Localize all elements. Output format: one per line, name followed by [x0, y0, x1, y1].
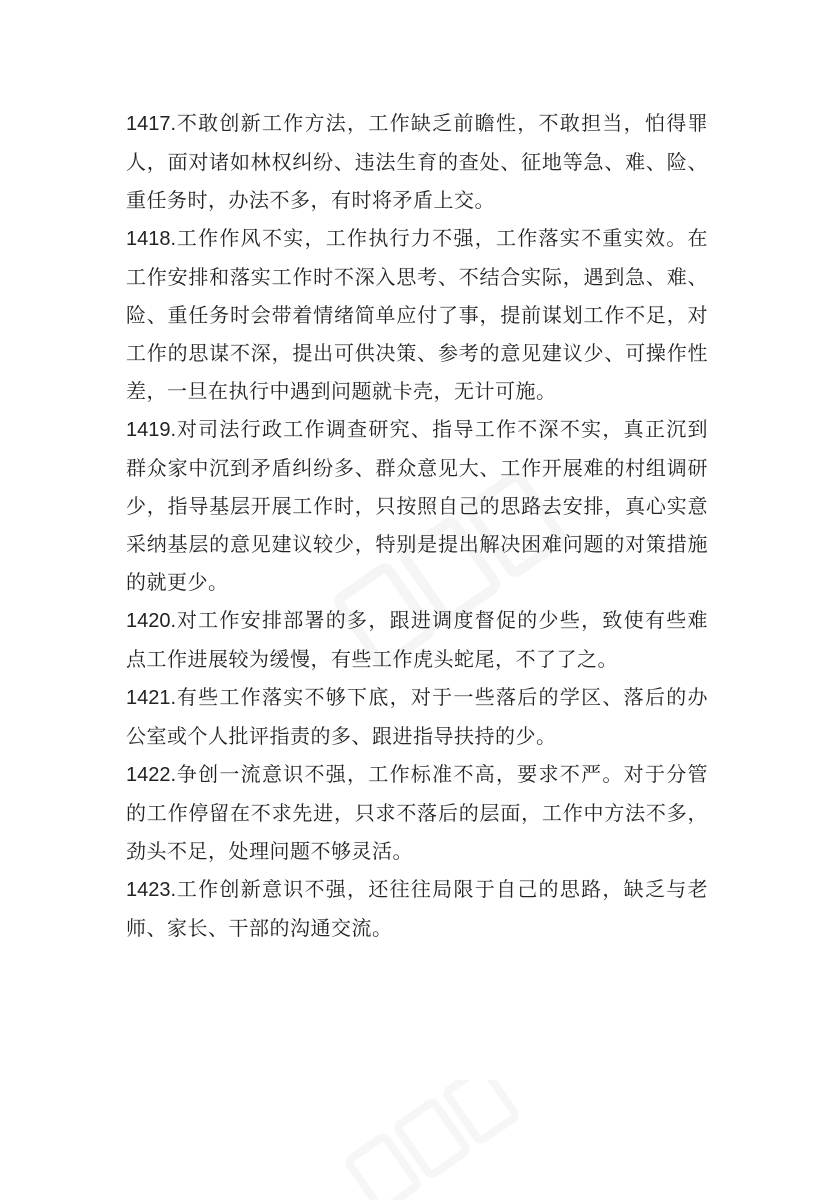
paragraph-number: 1420. [126, 610, 177, 632]
paragraph-1418 [126, 219, 708, 410]
paragraph-1422 [126, 755, 708, 870]
paragraph-text: 对司法行政工作调查研究、指导工作不深不实，真正沉到群众家中沉到矛盾纠纷多、群众意见大、工作开展难的村组调研少，指导基层开展工作时，只按照自己的思路去安排，真心实意采纳基层的意见建议较少，特别是提出解决困难问题的对策措施的就更少。 [126, 417, 708, 594]
paragraph-text: 对工作安排部署的多，跟进调度督促的少些，致使有些难点工作进展较为缓慢，有些工作虎头蛇尾，不了了之。 [126, 608, 708, 671]
paragraph-text: 不敢创新工作方法，工作缺乏前瞻性，不敢担当，怕得罪人，面对诸如林权纠纷、违法生育的查处、征地等急、难、险、重任务时，办法不多，有时将矛盾上交。 [126, 111, 708, 212]
paragraph-1419 [126, 410, 708, 601]
paragraph-number: 1417. [126, 113, 177, 135]
paragraph-1420 [126, 601, 708, 678]
paragraph-text: 争创一流意识不强，工作标准不高，要求不严。对于分管的工作停留在不求先进，只求不落后的层面，工作中方法不多，劲头不足，处理问题不够灵活。 [126, 762, 708, 863]
paragraph-1423 [126, 870, 708, 947]
paragraph-number: 1418. [126, 228, 177, 250]
paragraph-1417 [126, 104, 708, 219]
watermark-bottom-icon [330, 1080, 530, 1200]
document-body [126, 104, 708, 947]
paragraph-text: 工作作风不实，工作执行力不强，工作落实不重实效。在工作安排和落实工作时不深入思考、不结合实际，遇到急、难、险、重任务时会带着情绪简单应付了事，提前谋划工作不足，对工作的思谋不深，提出可供决策、参考的意见建议少、可操作性差，一旦在执行中遇到问题就卡壳，无计可施。 [126, 226, 708, 403]
paragraph-text: 工作创新意识不强，还往往局限于自己的思路，缺乏与老师、家长、干部的沟通交流。 [126, 877, 708, 940]
paragraph-number: 1423. [126, 879, 177, 901]
paragraph-number: 1421. [126, 687, 177, 709]
paragraph-1421 [126, 678, 708, 755]
paragraph-number: 1419. [126, 419, 177, 441]
paragraph-number: 1422. [126, 764, 177, 786]
paragraph-text: 有些工作落实不够下底，对于一些落后的学区、落后的办公室或个人批评指责的多、跟进指导扶持的少。 [126, 685, 708, 748]
